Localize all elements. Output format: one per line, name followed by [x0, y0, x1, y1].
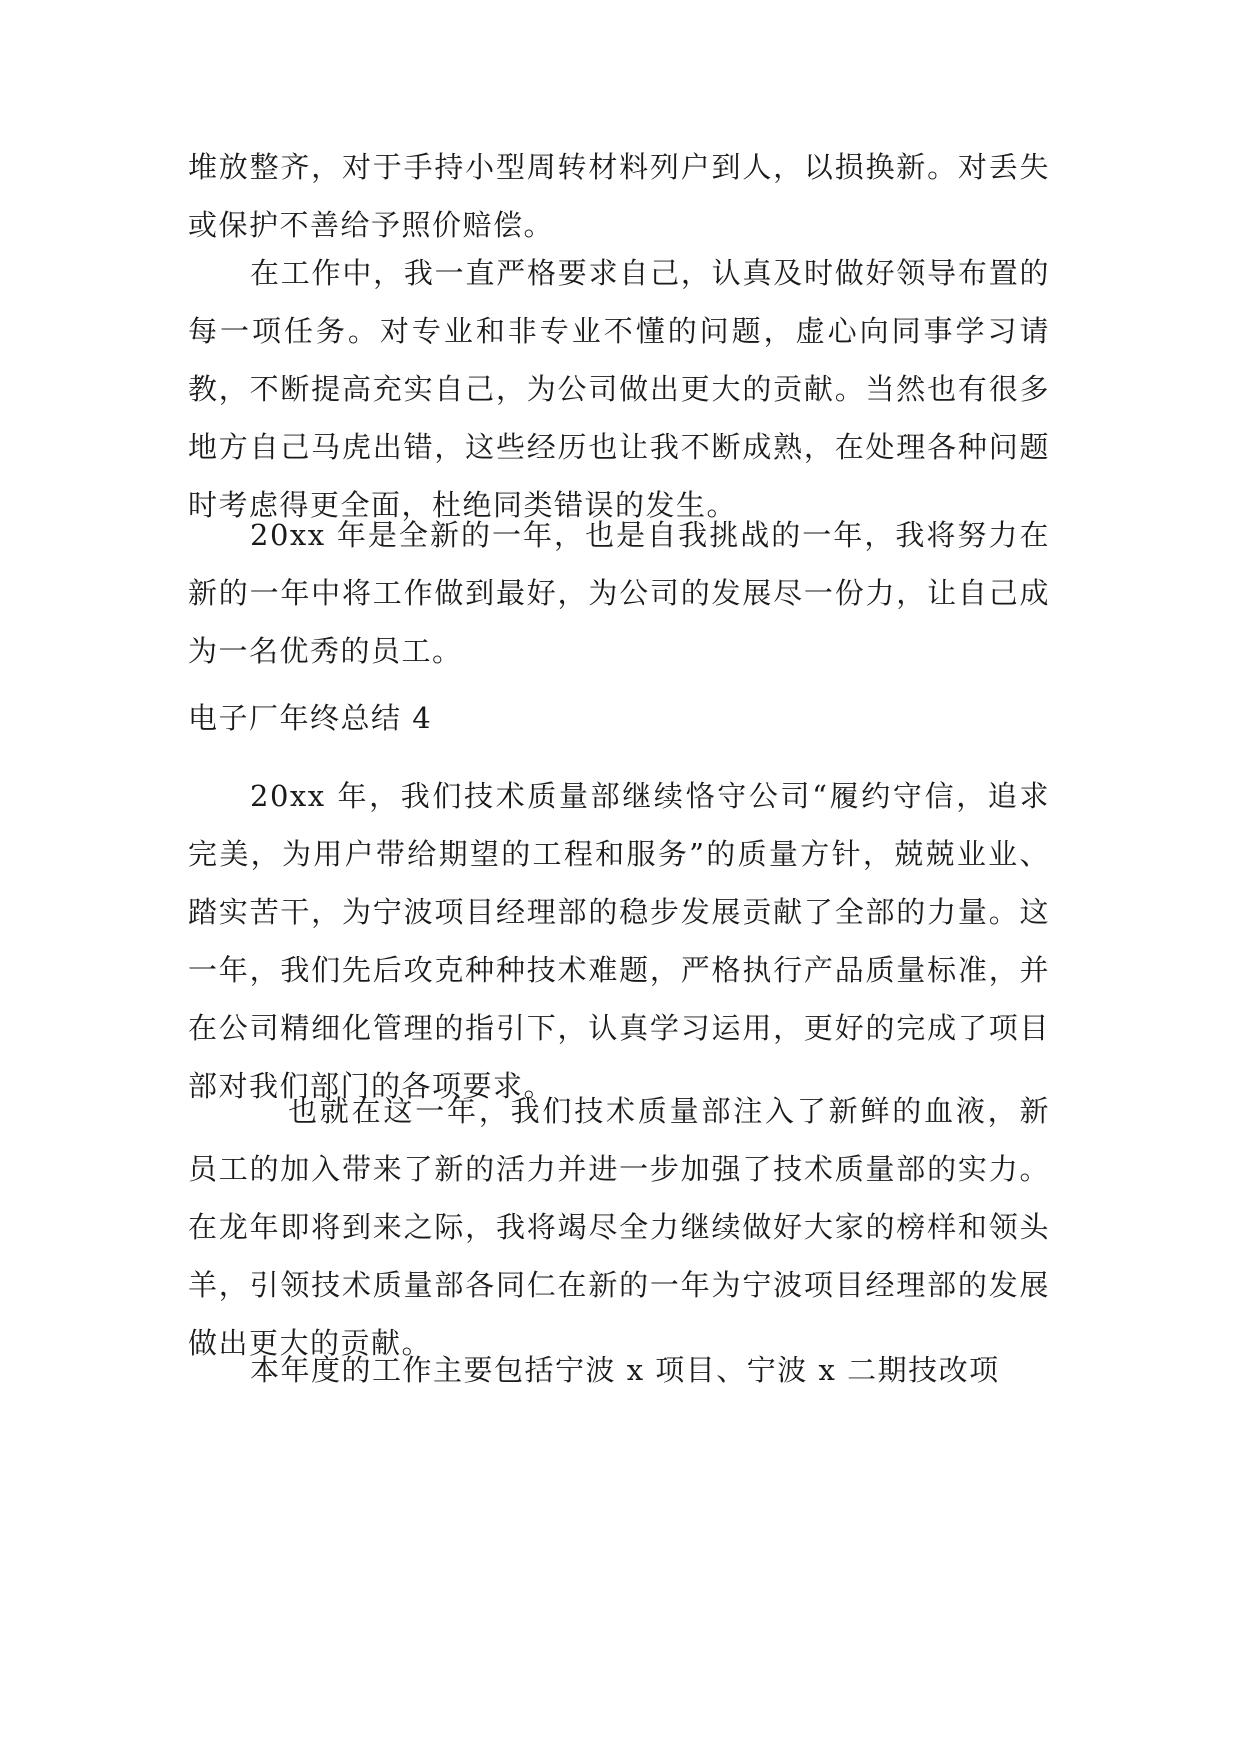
paragraph-new-staff: 也就在这一年，我们技术质量部注入了新鲜的血液，新员工的加入带来了新的活力并进一步加强了技术质量部的实力。在龙年即将到来之际，我将竭尽全力继续做好大家的榜样和领头羊，引领技术质量部各同仁在新的一年为宁波项目经理部的发展做出更大的贡献。: [188, 1094, 1050, 1360]
paragraph-quality-department: 20xx 年，我们技术质量部继续恪守公司“履约守信，追求完美，为用户带给期望的工程和服务”的质量方针，兢兢业业、踏实苦干，为宁波项目经理部的稳步发展贡献了全部的力量。这一年，我们先后攻克种种技术难题，严格执行产品质量标准，并在公司精细化管理的指引下，认真学习运用，更好的完成了项目部对我们部门的各项要求。: [188, 779, 1050, 1103]
paragraph-new-year-goal: 20xx 年是全新的一年，也是自我挑战的一年，我将努力在新的一年中将工作做到最好，为公司的发展尽一份力，让自己成为一名优秀的员工。: [188, 518, 1050, 668]
section-heading: 电子厂年终总结 4: [188, 701, 433, 735]
paragraph-material-storage: 堆放整齐，对于手持小型周转材料列户到人，以损换新。对丢失或保护不善给予照价赔偿。: [188, 150, 1050, 242]
paragraph-work-attitude: 在工作中，我一直严格要求自己，认真及时做好领导布置的每一项任务。对专业和非专业不懂的问题，虚心向同事学习请教，不断提高充实自己，为公司做出更大的贡献。当然也有很多地方自己马虎出错，这些经历也让我不断成熟，在处理各种问题时考虑得更全面，杜绝同类错误的发生。: [188, 256, 1050, 522]
paragraph-annual-projects: 本年度的工作主要包括宁波 x 项目、宁波 x 二期技改项: [250, 1353, 1000, 1387]
